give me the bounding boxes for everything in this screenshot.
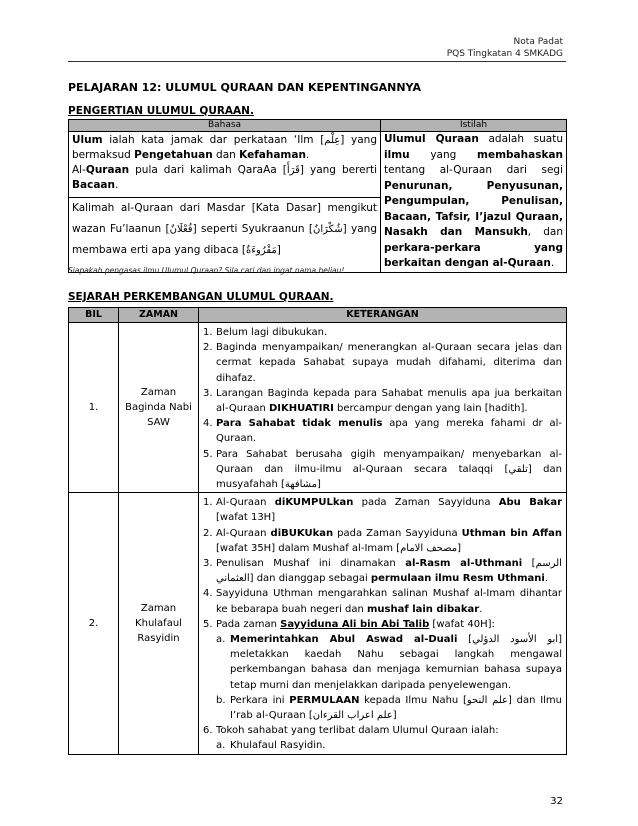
text: ] yang bermaksud [72,134,377,161]
list-item: 3. Penulisan Mushaf ini dinamakan al-Rasm al-Uthmani [الرسم العثماني] dan dianggap sebagai permulaan ilmu Resm Uthmani. [203,558,562,585]
text: pula dari kalimah QaraAa [ [129,164,287,176]
sub-list-item: b. Perkara ini PERMULAAN kepada Ilmu Nahu [علم النحو] dan Ilmu I’rab al-Quraan [علم اعراب القرءان] [216,694,563,722]
sub-list-item: a. Khulafaul Rasyidin. [216,740,326,752]
section-heading-pengertian: PENGERTIAN ULUMUL QURAAN. [68,105,254,117]
list-item: 5. Para Sahabat berusaha gigih menyampaikan/ menyebarkan al-Quraan dan ilmu-ilmu al-Quraan secara talaqqi [تلقي] dan musyafahah [مشافهة] [203,448,562,491]
text: . [550,257,555,269]
text: adalah suatu [478,133,564,145]
text-ulumul-quraan: Ulumul Quraan [384,133,479,145]
list-item: 1. Belum lagi dibukukan. [203,327,328,338]
text: dan [212,149,240,161]
page-title: PELAJARAN 12: ULUMUL QURAAN DAN KEPENTINGANNYA [68,81,421,94]
table-row [69,323,567,493]
column-header-bil: BIL [69,308,119,323]
history-table [68,307,567,755]
text: ] [276,243,281,256]
istilah-cell [381,132,567,273]
bahasa-cell-1 [69,132,381,198]
text-pengetahuan: Pengetahuan [134,149,213,161]
list-item: 5. Pada zaman Sayyiduna Ali bin Abi Talib [wafat 40H]: [203,618,495,630]
list-item: 2. Baginda menyampaikan/ menerangkan al-Quraan secara jelas dan cermat kepada Sahabat supaya mudah difahami, diterima dan dihafaz. [203,342,562,384]
sub-list-item: a. Memerintahkan Abul Aswad al-Duali [ابو الأسود الدؤلي] meletakkan kaedah Nahu sebagai langkah mengawal perkembangan bahasa dan menjaga kemurnian bahasa supaya tetap murni dan menjelakkan daripada penyelewengan. [216,634,562,691]
text-aspects: Penurunan, Penyusunan, Pengumpulan, Penulisan, Bacaan, Tafsir, I’jazul Quraan, Nasakh dan Mansukh [384,179,563,238]
text: ] yang bererti [299,164,377,176]
text: . [114,179,119,191]
column-header-istilah: Istilah [381,120,567,132]
arabic-text: قَرَأَ [286,165,300,176]
text-membahaskan: membahaskan [477,148,563,161]
text-quraan: Quraan [85,164,130,176]
row-number: 2. [69,493,119,754]
text-kefahaman: Kefahaman [239,149,306,161]
row-zaman: Zaman Khulafaul Rasyidin [119,493,199,754]
text: ialah kata jamak dar perkataan ‘Ilm [ [102,134,325,146]
list-item: 4. Para Sahabat tidak menulis apa yang mereka fahami dr al-Quraan. [203,418,562,445]
column-header-bahasa: Bahasa [69,120,381,132]
header-line-1: Nota Padat [513,37,563,47]
arabic-text: فُعْلَانٌ [169,223,193,235]
column-header-zaman: ZAMAN [119,308,199,323]
note-text: Siapakah pengasas ilmu Ulumul Quraan? Sila cari dan ingat nama beliau! [68,266,345,275]
list-item: 4. Sayyiduna Uthman mengarahkan salinan Mushaf al-Imam dihantar ke bebarapa buah negeri dan mushaf lain dibakar. [203,588,562,615]
header-rule [68,61,566,62]
text: tentang al-Quraan dari segi [384,164,563,176]
row-number: 1. [69,323,119,493]
list-item: 3. Larangan Baginda kepada para Sahabat menulis apa jua berkaitan al-Quraan DIKHUATIRI bercampur dengan yang lain [hadith]. [203,387,562,415]
row-keterangan [199,323,567,493]
table-row [69,493,567,754]
row-keterangan [199,493,567,754]
list-item: 6. Tokoh sahabat yang terlibat dalam Ulumul Quraan ialah: [203,725,499,737]
definition-table [68,119,567,273]
header-line-2: PQS Tingkatan 4 SMKADG [446,49,563,59]
row-zaman: Zaman Baginda Nabi SAW [119,323,199,493]
text: Al- [72,164,86,176]
text-ilmu: ilmu [384,148,410,161]
text-bacaan: Bacaan [72,179,115,191]
text: Kalimah al-Quraan dari Masdar [Kata Dasar] mengikut wazan Fu’laanun [ [72,201,377,235]
list-item: 2. Al-Quraan diBUKUkan pada Zaman Sayyiduna Uthman bin Affan [wafat 35H] dalam Mushaf al-Imam [مصحف الامام] [203,527,563,554]
page-number: 32 [550,796,563,807]
text: ] yang membawa erti apa yang dibaca [ [72,222,378,256]
arabic-text: شُكْرَانٌ [313,223,343,235]
list-item: 1. Al-Quraan diKUMPULkan pada Zaman Sayyiduna Abu Bakar [wafat 13H] [203,497,563,524]
text: yang [409,148,478,161]
text: . [305,149,310,161]
bahasa-cell-2 [69,197,381,272]
column-header-keterangan: KETERANGAN [199,308,567,323]
text: ] seperti Syukraanun [ [192,222,314,235]
arabic-text: عِلْم [324,135,341,146]
section-heading-sejarah: SEJARAH PERKEMBANGAN ULUMUL QURAAN. [68,291,334,303]
arabic-text: مَقْرُوءَةٌ [246,244,277,256]
text-perkara: perkara-perkara yang berkaitan dengan al-Quraan [384,241,563,269]
page-header [447,36,563,60]
text-ulum: Ulum [72,134,103,146]
text: , dan [527,226,563,238]
